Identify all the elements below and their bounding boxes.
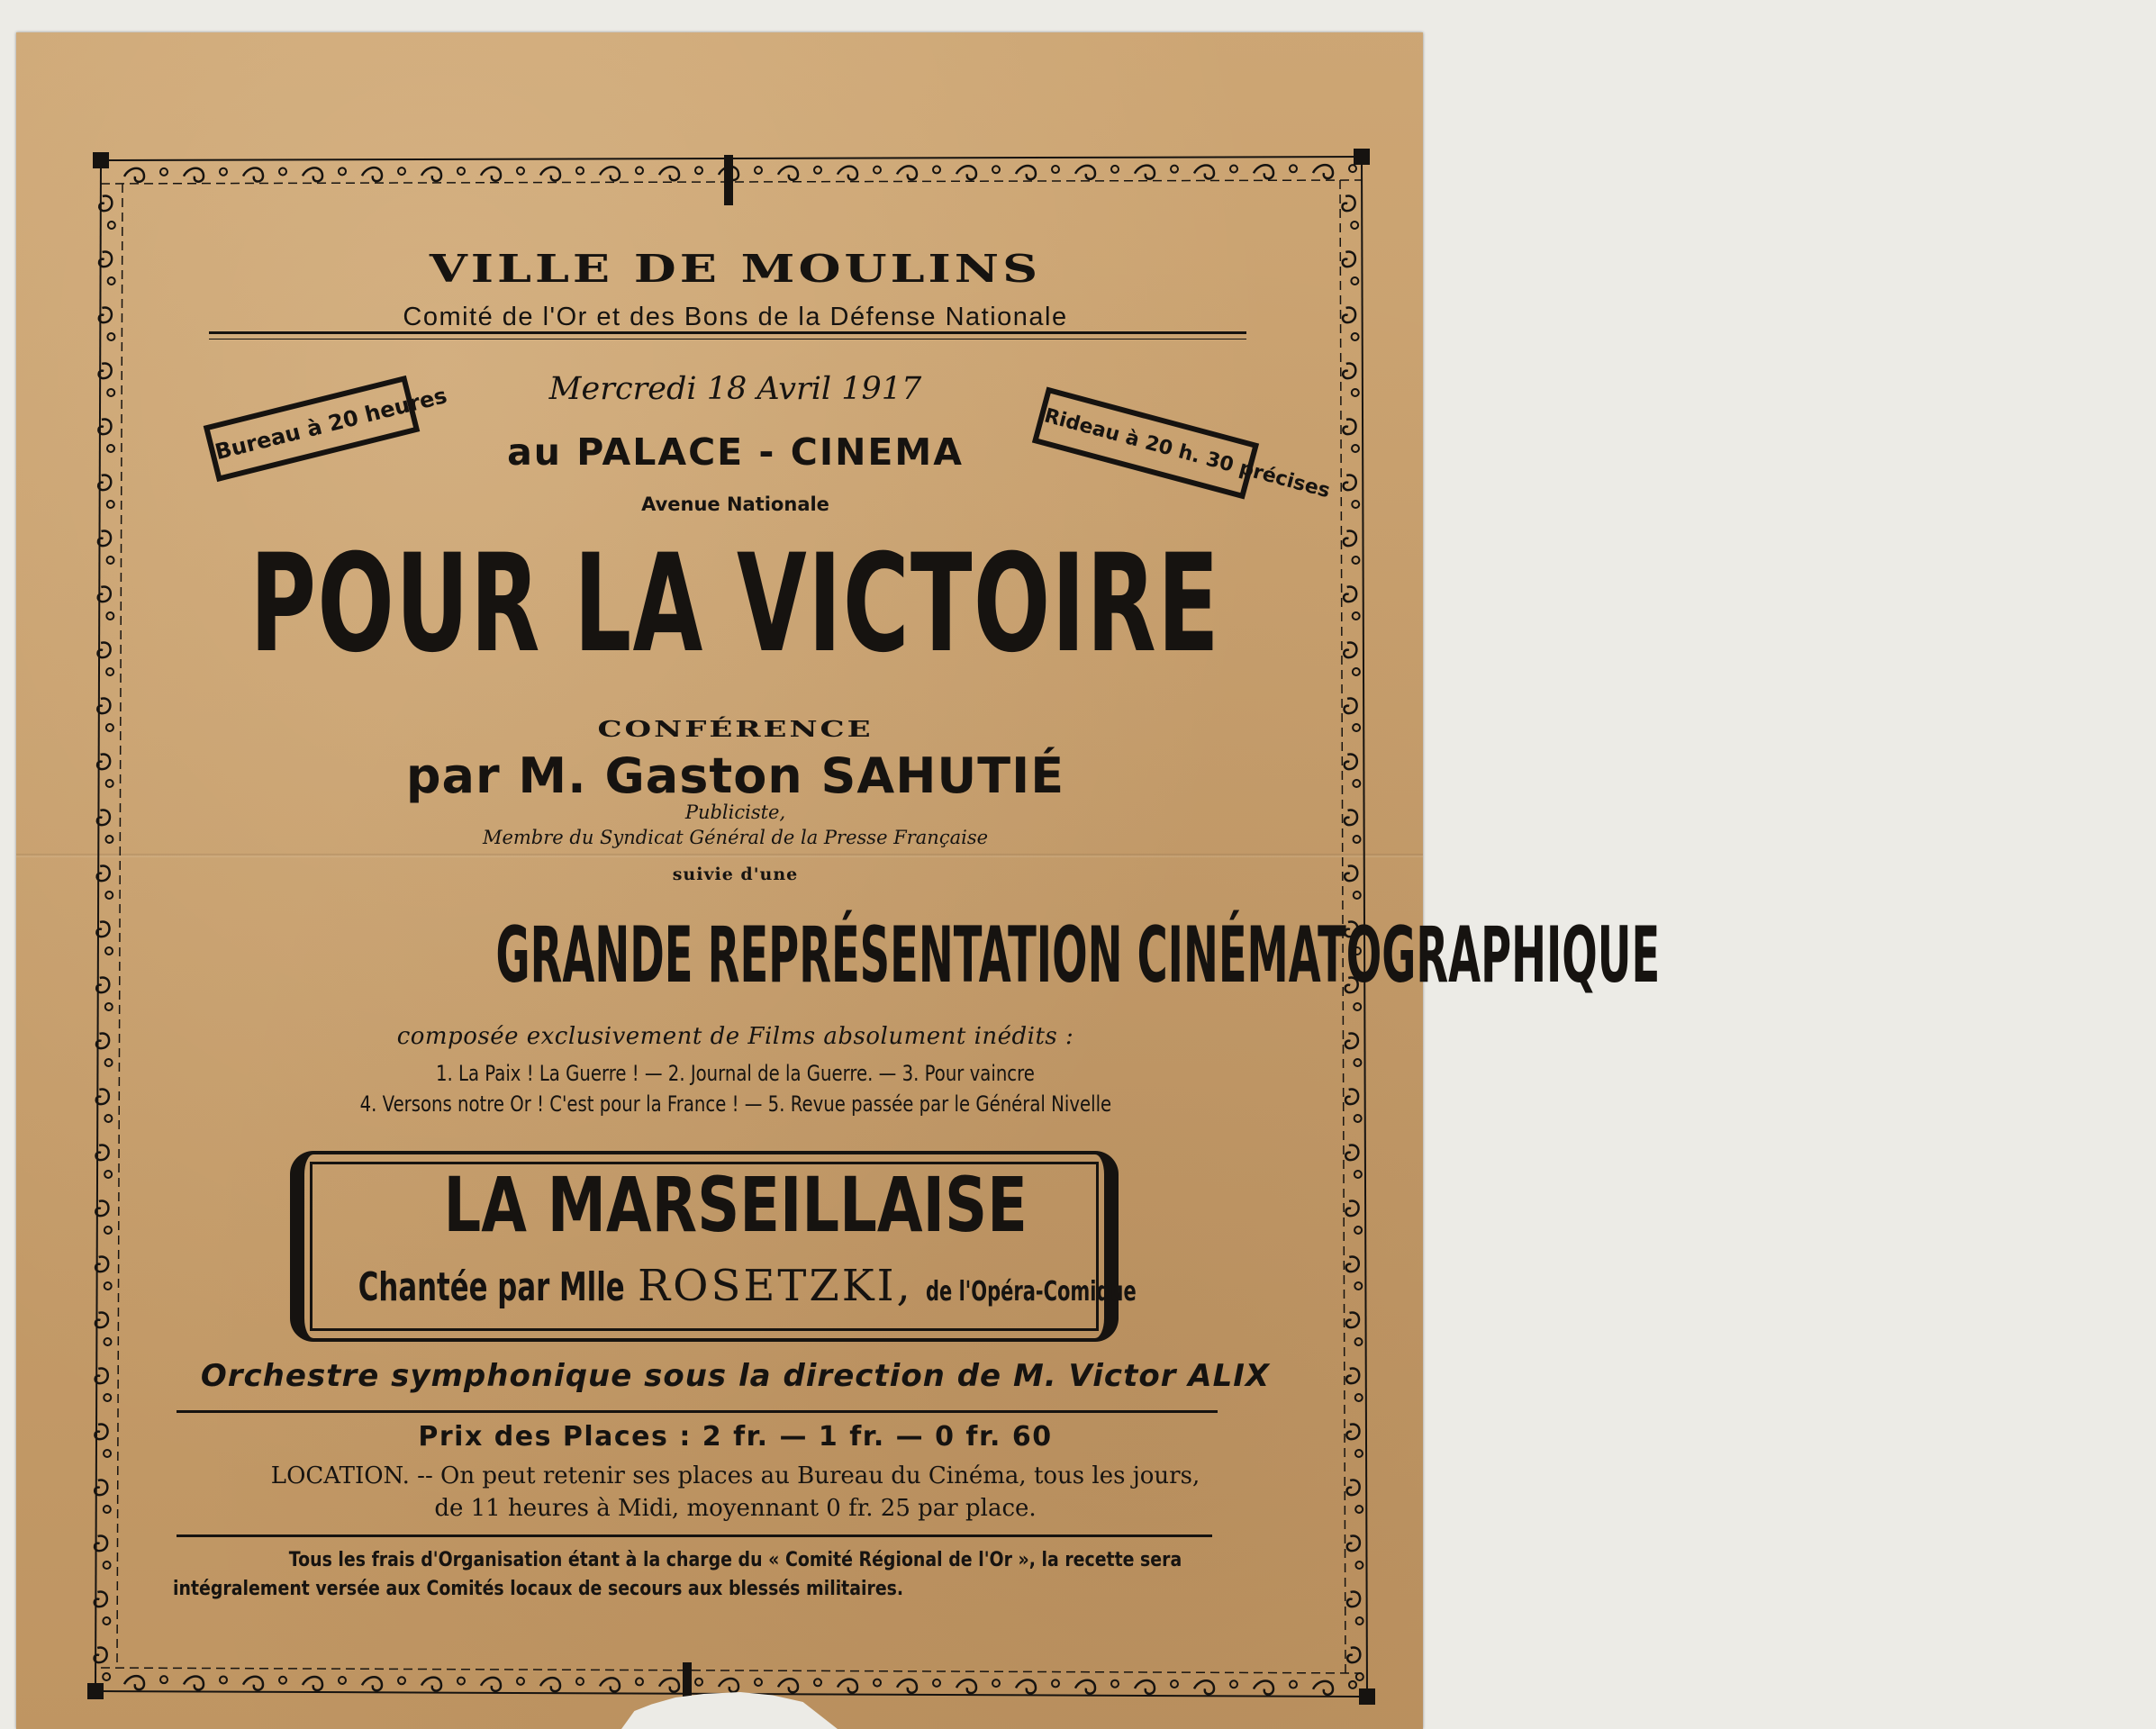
vine-scroll <box>303 1677 322 1690</box>
vine-flower <box>933 166 940 173</box>
vine-flower <box>1052 1679 1059 1687</box>
vine-scroll <box>956 1679 976 1693</box>
vine-flower <box>695 1679 702 1686</box>
vine-flower <box>1356 1617 1363 1625</box>
vine-scroll <box>778 1679 798 1692</box>
footer-line-1 <box>0 1549 1471 1571</box>
vine-scroll <box>600 167 620 180</box>
followed-by-text: suivie d'une <box>672 864 799 884</box>
vine-flower <box>992 1679 1000 1687</box>
vine-flower <box>220 1676 227 1683</box>
border-rail-bottom-inner <box>101 1668 1362 1673</box>
vine-flower <box>104 1394 111 1401</box>
vine-scroll <box>184 168 204 182</box>
vine-scroll <box>1347 1648 1360 1663</box>
corner-ornament <box>93 152 109 168</box>
committee-heading: Comité de l'Or et des Bons de la Défense Nationale <box>403 303 1068 331</box>
vine-flower <box>636 1678 643 1685</box>
vine-scroll <box>1254 165 1273 178</box>
vine-scroll <box>362 1677 382 1690</box>
vine-flower <box>1111 1680 1119 1688</box>
prices-rule-top <box>177 1410 1218 1413</box>
vine-flower <box>933 1679 940 1687</box>
vine-flower <box>104 1338 111 1345</box>
vine-scroll <box>303 167 322 181</box>
vine-flower <box>108 222 115 229</box>
vine-scroll <box>956 166 976 179</box>
vine-scroll <box>659 1679 679 1692</box>
vine-scroll <box>1194 165 1214 178</box>
vine-scroll <box>719 1679 738 1692</box>
vine-scroll <box>838 167 857 180</box>
main-title-text: POUR LA VICTOIRE <box>249 526 1221 683</box>
vine-scroll <box>243 168 263 182</box>
vine-flower <box>1352 333 1359 340</box>
vine-flower <box>1351 222 1358 229</box>
vine-scroll <box>1016 166 1036 179</box>
vine-scroll <box>481 1678 501 1691</box>
vine-flower <box>160 168 168 176</box>
film-list-line-2 <box>0 1091 1471 1117</box>
vine-flower <box>105 892 113 899</box>
vine-flower <box>107 333 114 340</box>
vine-flower <box>695 167 702 174</box>
vine-flower <box>1290 165 1297 172</box>
vine-scroll <box>421 167 441 181</box>
vine-flower <box>517 1678 524 1685</box>
vine-scroll <box>1313 165 1333 178</box>
curtain-time-stamp: Rideau à 20 h. 30 précises <box>1032 387 1259 500</box>
vine-flower <box>160 1676 168 1683</box>
vine-scroll <box>1075 166 1095 179</box>
top-center-ornament <box>724 155 733 205</box>
vine-scroll <box>1313 1681 1333 1695</box>
vine-flower <box>1111 166 1119 173</box>
vine-scroll <box>778 167 798 180</box>
vine-scroll <box>243 1677 263 1690</box>
location-line-2: de 11 heures à Midi, moyennant 0 fr. 25 par place. <box>434 1495 1037 1522</box>
vine-flower <box>1355 1394 1363 1401</box>
vine-flower <box>1354 892 1361 899</box>
box-office-stamp: Bureau à 20 heures <box>204 376 421 482</box>
city-heading: VILLE DE MOULINS <box>429 246 1042 291</box>
vine-flower <box>576 167 584 175</box>
film-show-subtitle: composée exclusivement de Films absolument inédits : <box>396 1023 1074 1050</box>
vine-flower <box>279 1677 286 1684</box>
speaker-name: par M. Gaston SAHUTIÉ <box>405 747 1065 804</box>
vine-scroll <box>1135 166 1155 179</box>
vine-flower <box>1356 1673 1363 1680</box>
vine-scroll <box>897 1679 917 1693</box>
vine-scroll <box>1016 1679 1036 1693</box>
vine-scroll <box>659 167 679 180</box>
singer-company: de l'Opéra-Comique <box>925 1276 1137 1308</box>
vine-flower <box>576 1678 584 1685</box>
vine-flower <box>1230 1680 1237 1688</box>
vine-flower <box>874 167 881 174</box>
singer-name: ROSETZKI, <box>637 1261 913 1311</box>
vine-flower <box>992 166 1000 173</box>
vine-scroll <box>1344 475 1356 491</box>
event-date: Mercredi 18 Avril 1917 <box>548 371 922 407</box>
speaker-membership: Membre du Syndicat Général de la Presse Française <box>482 827 989 848</box>
orchestra-credit: Orchestre symphonique sous la direction de M. Victor ALIX <box>200 1358 1271 1394</box>
vine-flower <box>220 168 227 176</box>
vine-scroll <box>1345 1145 1358 1161</box>
vine-flower <box>636 167 643 174</box>
vine-flower <box>1052 166 1059 173</box>
vine-flower <box>755 1679 762 1686</box>
film-list-line-1-text: 1. La Paix ! La Guerre ! — 2. Journal de la Guerre. — 3. Pour vaincre <box>436 1061 1035 1086</box>
vine-flower <box>1349 1681 1356 1688</box>
film-list-line-1 <box>0 1061 1471 1086</box>
corner-ornament <box>1359 1688 1375 1705</box>
speaker-role: Publiciste, <box>684 801 786 823</box>
vine-flower <box>755 167 762 174</box>
vine-flower <box>1355 1338 1363 1345</box>
corner-ornament <box>1354 149 1370 165</box>
event-venue: au PALACE - CINEMA <box>507 430 964 474</box>
vine-scroll <box>1347 1592 1360 1607</box>
vine-scroll <box>1194 1680 1214 1694</box>
conference-label <box>0 711 1471 747</box>
vine-scroll <box>421 1678 441 1691</box>
vine-flower <box>1171 1680 1178 1688</box>
vine-flower <box>398 167 405 175</box>
vine-flower <box>1171 166 1178 173</box>
footer-line-1-text: Tous les frais d'Organisation étant à la charge du « Comité Régional de l'Or », la recette sera <box>288 1549 1182 1571</box>
vine-flower <box>103 1673 110 1680</box>
vine-flower <box>339 1677 346 1684</box>
vine-scroll <box>481 167 501 181</box>
main-title <box>0 526 1471 683</box>
vine-flower <box>874 1679 881 1687</box>
location-line-1: LOCATION. -- On peut retenir ses places au Bureau du Cinéma, tous les jours, <box>270 1462 1200 1489</box>
corner-ornament <box>87 1683 104 1699</box>
vine-scroll <box>897 166 917 179</box>
vine-scroll <box>184 1676 204 1689</box>
sung-by-label: Chantée par Mlle <box>358 1264 625 1310</box>
film-list-line-2-text: 4. Versons notre Or ! C'est pour la France ! — 5. Revue passée par le Général Nivelle <box>359 1091 1111 1117</box>
vine-scroll <box>838 1679 857 1693</box>
vine-scroll <box>362 167 382 181</box>
vine-flower <box>814 1679 821 1686</box>
event-address: Avenue Nationale <box>641 493 829 515</box>
vine-flower <box>1349 165 1356 172</box>
film-show-title <box>0 910 1661 1000</box>
vine-scroll <box>600 1678 620 1691</box>
vine-flower <box>814 167 821 174</box>
marseillaise-title <box>0 1161 1471 1249</box>
conference-label-text: CONFÉRENCE <box>597 716 874 743</box>
vine-flower <box>457 1678 465 1685</box>
ticket-prices: Prix des Places : 2 fr. — 1 fr. — 0 fr. 60 <box>418 1421 1053 1453</box>
vine-flower <box>339 167 346 175</box>
vine-flower <box>279 168 286 176</box>
vine-flower <box>517 167 524 175</box>
vine-flower <box>457 167 465 175</box>
marseillaise-singer-line <box>0 1261 1471 1311</box>
footer-line-2 <box>173 1578 1022 1600</box>
vine-flower <box>398 1677 405 1684</box>
vine-scroll <box>1135 1680 1155 1694</box>
prices-rule-bottom <box>177 1534 1212 1537</box>
vine-flower <box>1230 165 1237 172</box>
vine-flower <box>1290 1681 1297 1688</box>
marseillaise-title-text: LA MARSEILLAISE <box>443 1161 1028 1249</box>
vine-scroll <box>540 1678 560 1691</box>
vine-scroll <box>124 168 144 182</box>
vine-scroll <box>1254 1681 1273 1695</box>
vine-scroll <box>1346 1313 1359 1328</box>
vine-scroll <box>1343 196 1355 212</box>
vine-scroll <box>540 167 560 181</box>
vine-flower <box>103 1617 110 1625</box>
film-show-title-text: GRANDE REPRÉSENTATION CINÉMATOGRAPHIQUE <box>495 910 1661 1000</box>
vine-flower <box>105 1003 113 1010</box>
vine-scroll <box>124 1676 144 1689</box>
header-rule <box>209 331 1246 334</box>
vine-flower <box>1354 1003 1361 1010</box>
vine-scroll <box>1075 1680 1095 1694</box>
footer-line-2-text: intégralement versée aux Comités locaux de secours aux blessés militaires. <box>173 1578 904 1600</box>
